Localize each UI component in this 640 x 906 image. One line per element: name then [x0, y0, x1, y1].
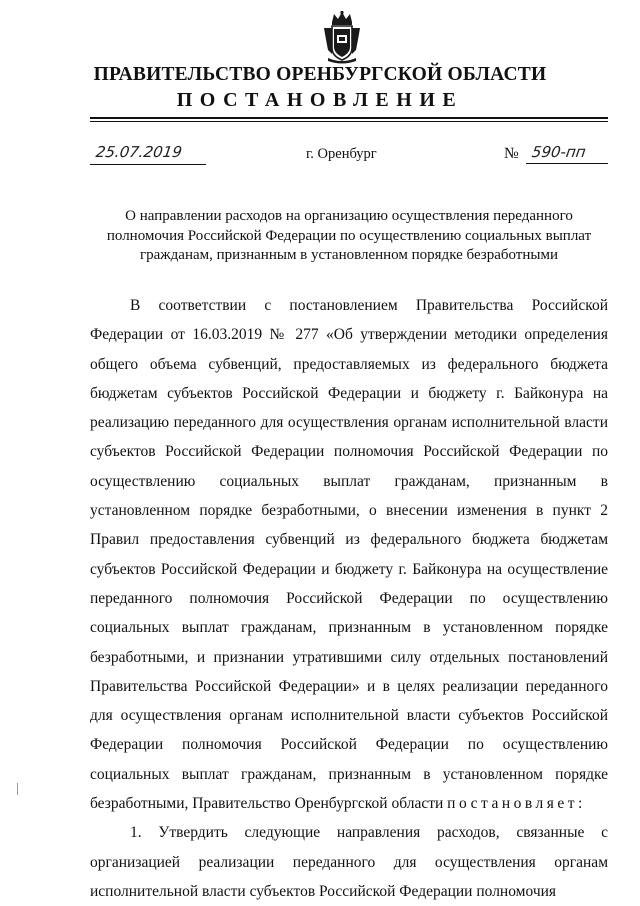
date-field: [90, 144, 206, 165]
resolution-word: постановляет: [447, 795, 579, 813]
header-divider-thick: [90, 117, 608, 119]
number-sign: №: [504, 145, 519, 162]
document-city: г. Оренбург: [306, 146, 377, 162]
body-paragraph-text: В соответствии с постановлением Правительства Российской Федерации от 16.03.2019 № 277 «Об утверждении методики определения общего объема субвенций, предоставляемых из федерального бюджета бюджетам субъектов Российской Федерации и бюджету г. Байконура на реализацию переданного для осуществления органам исполнительной власти субъектов Российской Федерации полномочия Российской Федерации по осуществлению социальных выплат гражданам, признанным в установленном порядке безработными, о внесении изменения в пункт 2 Правил предоставления субвенций из федерального бюджета бюджетам субъектов Российской Федерации и бюджету г. Байконура на осуществление переданного полномочия Российской Федерации по осуществлению социальных выплат гражданам, признанным в установленном порядке безработными, и признании утратившими силу отдельных постановлений Правительства Российской Федерации» и в целях реализации переданного для осуществления органам исполнительной власти субъектов Российской Федерации полномочия Российской Федерации по осуществлению социальных выплат гражданам, признанным в установленном порядке безработными, Правительство Оренбургской области: [90, 297, 608, 813]
orenburg-coat-of-arms-icon: [322, 10, 362, 64]
document-type-title: ПОСТАНОВЛЕНИЕ: [176, 89, 464, 111]
body-paragraph-end: :: [578, 795, 583, 813]
document-number: 590-пп: [530, 143, 587, 161]
document-subject: О направлении расходов на организацию осуществления переданного полномочия Российской Федерации по осуществлению социальных выплат гражданам, признанным в установленном порядке безработными: [106, 208, 592, 263]
document-body: [90, 291, 608, 906]
margin-mark: [17, 783, 18, 795]
number-underline: [526, 163, 608, 164]
government-title: ПРАВИТЕЛЬСТВО ОРЕНБУРГСКОЙ ОБЛАСТИ: [93, 64, 547, 85]
document-date: 25.07.2019: [94, 143, 184, 161]
number-field: [504, 144, 608, 164]
body-paragraph: [90, 291, 608, 818]
header-divider-thin: [90, 121, 608, 122]
body-paragraph: 1. Утвердить следующие направления расходов, связанные с организацией реализации переданного для осуществления органам исполнительной власти субъектов Российской Федерации полномочия: [90, 824, 608, 900]
